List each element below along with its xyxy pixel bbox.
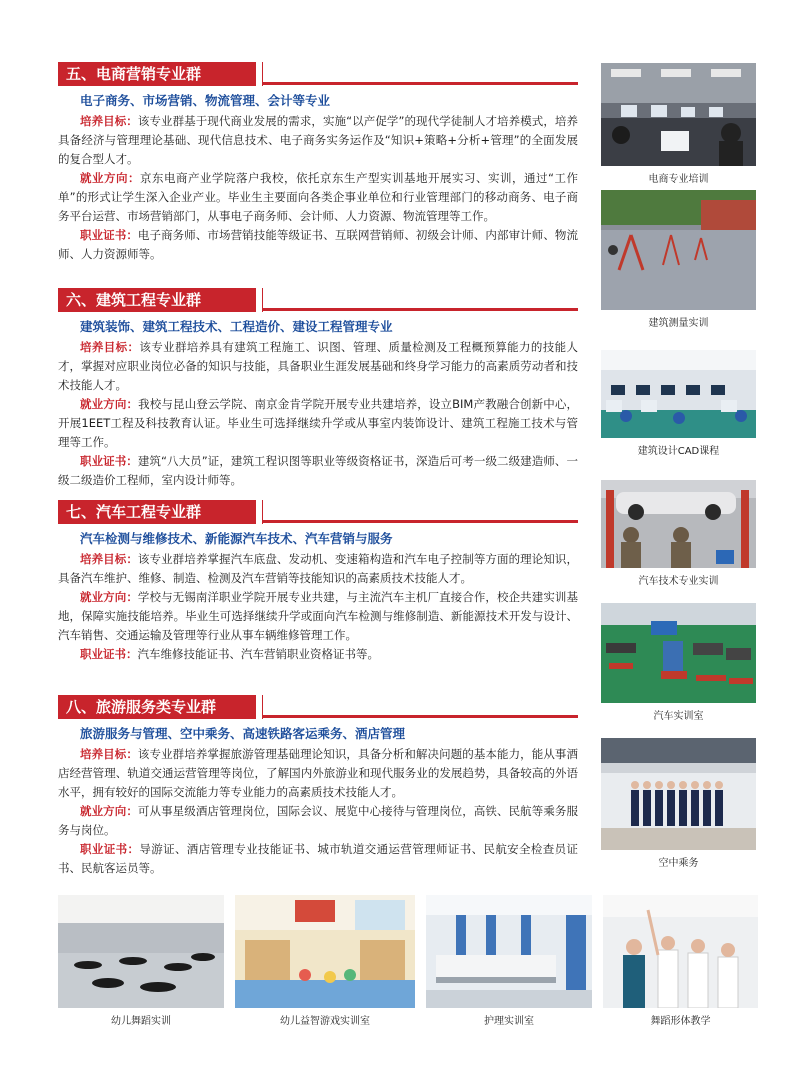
- career-text: 学校与无锡南洋职业学院开展专业共建，与主流汽车主机厂直接合作，校企共建实训基地，保障实施技能培养。毕业生可选择继续升学或面向汽车检测与维修制造、新能源技术开发与设计、汽车销售、交通运输及管理等行业从事车辆维修管理工作。: [58, 590, 579, 642]
- section-title: 六、建筑工程专业群: [58, 288, 263, 312]
- section-ecommerce: [58, 62, 578, 264]
- photo-dance-body-teaching: [603, 895, 758, 1027]
- cert-text: 汽车维修技能证书、汽车营销职业资格证书等。: [137, 647, 379, 661]
- attendants-photo: [601, 738, 756, 850]
- goal-label: 培养目标：: [80, 552, 138, 566]
- photo-caption: 建筑测量实训: [648, 318, 709, 329]
- cert-label: 职业证书：: [80, 647, 138, 661]
- photo-caption: 护理实训室: [484, 1016, 534, 1027]
- photo-caption: 汽车实训室: [653, 711, 704, 722]
- car-lift-photo: [601, 480, 756, 568]
- cert-text: 电子商务师、市场营销技能等级证书、互联网营销师、初级会计师、内部审计师、物流师、人力资源师等。: [58, 228, 579, 261]
- goal-paragraph: [58, 745, 578, 802]
- photo-kids-puzzle-room: [235, 895, 415, 1027]
- section-subtitle: 旅游服务与管理、空中乘务、高速铁路客运乘务、酒店管理: [80, 726, 406, 741]
- goal-text: 该专业群培养掌握旅游管理基础理论知识，具备分析和解决问题的基本能力，能从事酒店经营管理、轨道交通运营管理等岗位，了解国内外旅游业和现代服务业的发展趋势，具备较高的外语水平，拥有较好的国际交流能力等专业能力的高素质技术技能人才。: [58, 747, 579, 799]
- dance-teaching-photo: [603, 895, 758, 1008]
- career-label: 就业方向：: [80, 590, 138, 604]
- career-paragraph: [58, 169, 578, 226]
- career-paragraph: [58, 395, 578, 452]
- auto-workshop-photo: [601, 603, 756, 703]
- cert-text: 导游证、酒店管理专业技能证书、城市轨道交通运营管理师证书、民航安全检查员证书、民航客运员等。: [58, 842, 579, 875]
- photo-nursing-lab: [426, 895, 592, 1027]
- cad-classroom-photo: [601, 350, 756, 438]
- cert-paragraph: [58, 840, 578, 878]
- survey-field-photo: [601, 190, 756, 310]
- nursing-ward-photo: [426, 895, 592, 1008]
- photo-auto-tech: [601, 480, 756, 587]
- goal-label: 培养目标：: [80, 114, 138, 128]
- goal-paragraph: [58, 338, 578, 395]
- career-label: 就业方向：: [80, 171, 141, 185]
- goal-paragraph: [58, 112, 578, 169]
- section-subtitle: 建筑装饰、建筑工程技术、工程造价、建设工程管理专业: [80, 319, 393, 334]
- section-subtitle: 汽车检测与维修技术、新能源汽车技术、汽车营销与服务: [80, 531, 393, 546]
- photo-auto-lab: [601, 603, 756, 722]
- career-label: 就业方向：: [80, 397, 139, 411]
- section-automotive: [58, 500, 578, 664]
- goal-text: 该专业群培养掌握汽车底盘、发动机、变速箱构造和汽车电子控制等方面的理论知识，具备汽车维护、维修、制造、检测及汽车营销等技能知识的高素质技术技能人才。: [58, 552, 579, 585]
- section-title: 七、汽车工程专业群: [58, 500, 263, 524]
- goal-text: 该专业群基于现代商业发展的需求，实施“以产促学”的现代学徒制人才培养模式，培养具备经济与管理理论基础、现代信息技术、电子商务实务运作及“知识+策略+分析+管理”的全面发展的复合型人才。: [58, 114, 578, 166]
- photo-caption: 电商专业培训: [648, 174, 709, 185]
- cert-paragraph: [58, 452, 578, 490]
- cert-label: 职业证书：: [80, 454, 138, 468]
- goal-text: 该专业群培养具有建筑工程施工、识图、管理、质量检测及工程概预算能力的技能人才，掌握对应职业岗位必备的知识与技能，具备职业生涯发展基础和终身学习能力的高素质劳动者和技术技能人才。: [58, 340, 579, 392]
- career-label: 就业方向：: [80, 804, 138, 818]
- computer-lab-photo: [601, 63, 756, 166]
- photo-construction-survey: [601, 190, 756, 329]
- section-subtitle: 电子商务、市场营销、物流管理、会计等专业: [80, 93, 331, 108]
- cert-text: 建筑“八大员”证，建筑工程识图等职业等级资格证书，深造后可考一级二级建造师、一级二级造价工程师，室内设计师等。: [58, 454, 578, 487]
- photo-flight-attendant: [601, 738, 756, 869]
- photo-caption: 幼儿益智游戏实训室: [280, 1016, 370, 1027]
- section-title: 五、电商营销专业群: [58, 62, 263, 86]
- career-text: 我校与昆山登云学院、南京金肯学院开展专业共建培养，设立BIM产教融合创新中心，开展1EET工程及科技教育认证。毕业生可选择继续升学或从事室内装饰设计、建筑工程施工技术与管理等工作。: [58, 397, 579, 449]
- photo-caption: 空中乘务: [658, 858, 699, 869]
- photo-caption: 建筑设计CAD课程: [637, 446, 720, 457]
- photo-caption: 汽车技术专业实训: [638, 576, 719, 587]
- section-title: 八、旅游服务类专业群: [58, 695, 263, 719]
- career-text: 京东电商产业学院落户我校，依托京东生产型实训基地开展实习、实训，通过“工作单”的形式让学生深入企业产业。毕业生主要面向各类企事业单位和行业管理部门的移动商务、电子商务平台运营、市场营销部门，从事电子商务师、会计师、人力资源、物流管理等工作。: [58, 171, 578, 223]
- goal-label: 培养目标：: [80, 340, 140, 354]
- dance-hall-photo: [58, 895, 224, 1008]
- cert-label: 职业证书：: [80, 842, 140, 856]
- photo-cad-course: [601, 350, 756, 457]
- career-text: 可从事星级酒店管理岗位，国际会议、展览中心接待与管理岗位，高铁、民航等乘务服务与岗位。: [58, 804, 579, 837]
- goal-paragraph: [58, 550, 578, 588]
- career-paragraph: [58, 802, 578, 840]
- cert-paragraph: [58, 226, 578, 264]
- photo-caption: 幼儿舞蹈实训: [111, 1016, 171, 1027]
- section-construction: [58, 288, 578, 490]
- goal-label: 培养目标：: [80, 747, 138, 761]
- photo-ecommerce-training: [601, 63, 756, 185]
- puzzle-room-photo: [235, 895, 415, 1008]
- section-tourism: [58, 695, 578, 878]
- photo-kids-dance: [58, 895, 224, 1027]
- cert-label: 职业证书：: [80, 228, 138, 242]
- photo-caption: 舞蹈形体教学: [650, 1016, 711, 1027]
- cert-paragraph: [58, 645, 578, 664]
- career-paragraph: [58, 588, 578, 645]
